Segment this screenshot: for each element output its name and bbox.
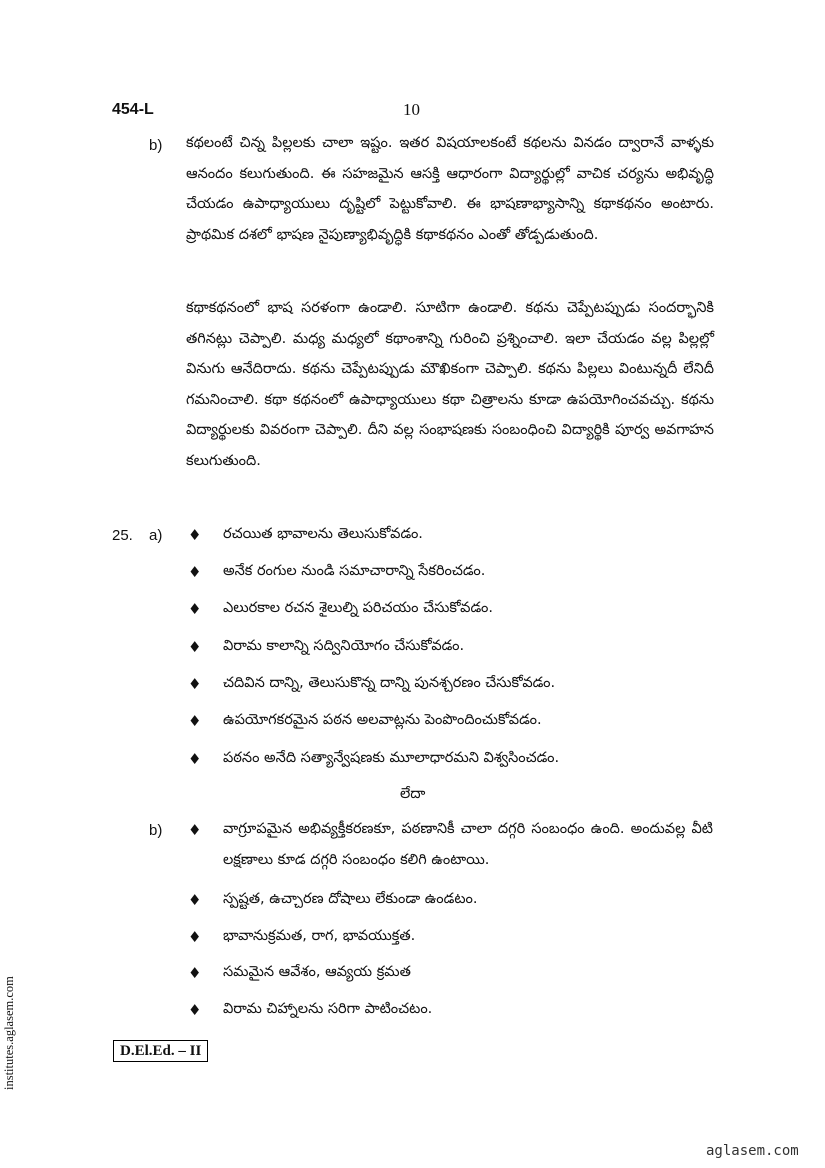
bullet-icon: ♦: [188, 600, 202, 618]
list-item: ఉపయోగకరమైన పఠన అలవాట్లను పెంపొందించుకోవడం.: [223, 712, 542, 728]
list-item: స్పష్టత, ఉచ్చారణ దోషాలు లేకుండా ఉండటం.: [223, 891, 478, 907]
list-item: పఠనం అనేది సత్యాన్వేషణకు మూలాధారమని విశ్వసించడం.: [223, 750, 560, 766]
bullet-icon: ♦: [188, 821, 202, 839]
q25-number: 25.: [112, 527, 133, 544]
list-item: విరామ కాలాన్ని సద్వినియోగం చేసుకోవడం.: [223, 638, 465, 654]
or-divider: లేదా: [400, 786, 426, 802]
q24b-paragraph-1: కథలంటే చిన్న పిల్లలకు చాలా ఇష్టం. ఇతర విషయాలకంటే కథలను వినడం ద్వారానే వాళ్ళకు ఆనందం కలుగుతుంది. ఈ సహజమైన ఆసక్తి ఆధారంగా విద్యార్థుల్లో వాచిక చర్యను అభివృద్ధి చేయడం ఉపాధ్యాయులు దృష్టిలో పెట్టుకోవాలి. ఈ భాషణాభ్యాసాన్ని కథాకథనం అంటారు. ప్రాథమిక దశలో భాషణ నైపుణ్యాభివృద్ధికి కథాకథనం ఎంతో తోడ్పడుతుంది.: [186, 135, 714, 243]
q25b-label: b): [149, 822, 163, 839]
bullet-icon: ♦: [188, 964, 202, 982]
bullet-icon: ♦: [188, 712, 202, 730]
list-item: భావానుక్రమత, రాగ, భావయుక్తత.: [223, 928, 416, 944]
page-number: 10: [403, 100, 420, 119]
paper-code: 454-L: [112, 101, 154, 118]
q24b-label: b): [149, 137, 163, 154]
list-item: విరామ చిహ్నాలను సరిగా పాటించటం.: [223, 1001, 433, 1017]
bullet-icon: ♦: [188, 638, 202, 656]
bullet-icon: ♦: [188, 675, 202, 693]
list-item: చదివిన దాన్ని, తెలుసుకొన్న దాన్ని పునశ్చరణం చేసుకోవడం.: [223, 675, 556, 691]
bullet-icon: ♦: [188, 928, 202, 946]
q24b-paragraph-2: కథాకథనంలో భాష సరళంగా ఉండాలి. సూటిగా ఉండాలి. కథను చెప్పేటప్పుడు సందర్భానికి తగినట్లు చెప్పాలి. మధ్య మధ్యలో కథాంశాన్ని గురించి ప్రశ్నించాలి. ఇలా చేయడం వల్ల పిల్లల్లో వినుగు ఆనేదిరాదు. కథను చెప్పేటప్పుడు మౌఖికంగా చెప్పాలి. కథను పిల్లలు వింటున్నదీ లేనిదీ గమనించాలి. కథా కథనంలో ఉపాధ్యాయులు కథా చిత్రాలను కూడా ఉపయోగించవచ్చు. కథను విద్యార్థులకు వివరంగా చెప్పాలి. దీని వల్ల సంభాషణకు సంబంధించి విద్యార్థికి పూర్వ అవగాహన కలుగుతుంది.: [186, 300, 714, 469]
bullet-icon: ♦: [188, 750, 202, 768]
brand-watermark: aglasem.com: [706, 1143, 799, 1159]
bullet-icon: ♦: [188, 891, 202, 909]
list-item: రచయిత భావాలను తెలుసుకోవడం.: [223, 526, 423, 542]
q25a-label: a): [149, 527, 163, 544]
q25b-intro: వాగ్రూపమైన అభివ్యక్తీకరణకూ, పఠణానికీ చాలా దగ్గరి సంబంధం ఉంది. అందువల్ల వీటి లక్షణాలు కూడ దగ్గరి సంబంధం కలిగి ఉంటాయి.: [223, 821, 713, 868]
bullet-icon: ♦: [188, 1001, 202, 1019]
list-item: ఎలురకాల రచన శైలుల్ని పరిచయం చేసుకోవడం.: [223, 600, 493, 616]
vertical-watermark: institutes.aglasem.com: [2, 976, 16, 1090]
bullet-icon: ♦: [188, 526, 202, 544]
course-box: D.El.Ed. – II: [113, 1040, 208, 1062]
list-item: అనేక రంగుల నుండి సమాచారాన్ని సేకరించడం.: [223, 563, 486, 579]
list-item: సమమైన ఆవేశం, ఆవ్యయ క్రమత: [223, 964, 411, 980]
bullet-icon: ♦: [188, 563, 202, 581]
